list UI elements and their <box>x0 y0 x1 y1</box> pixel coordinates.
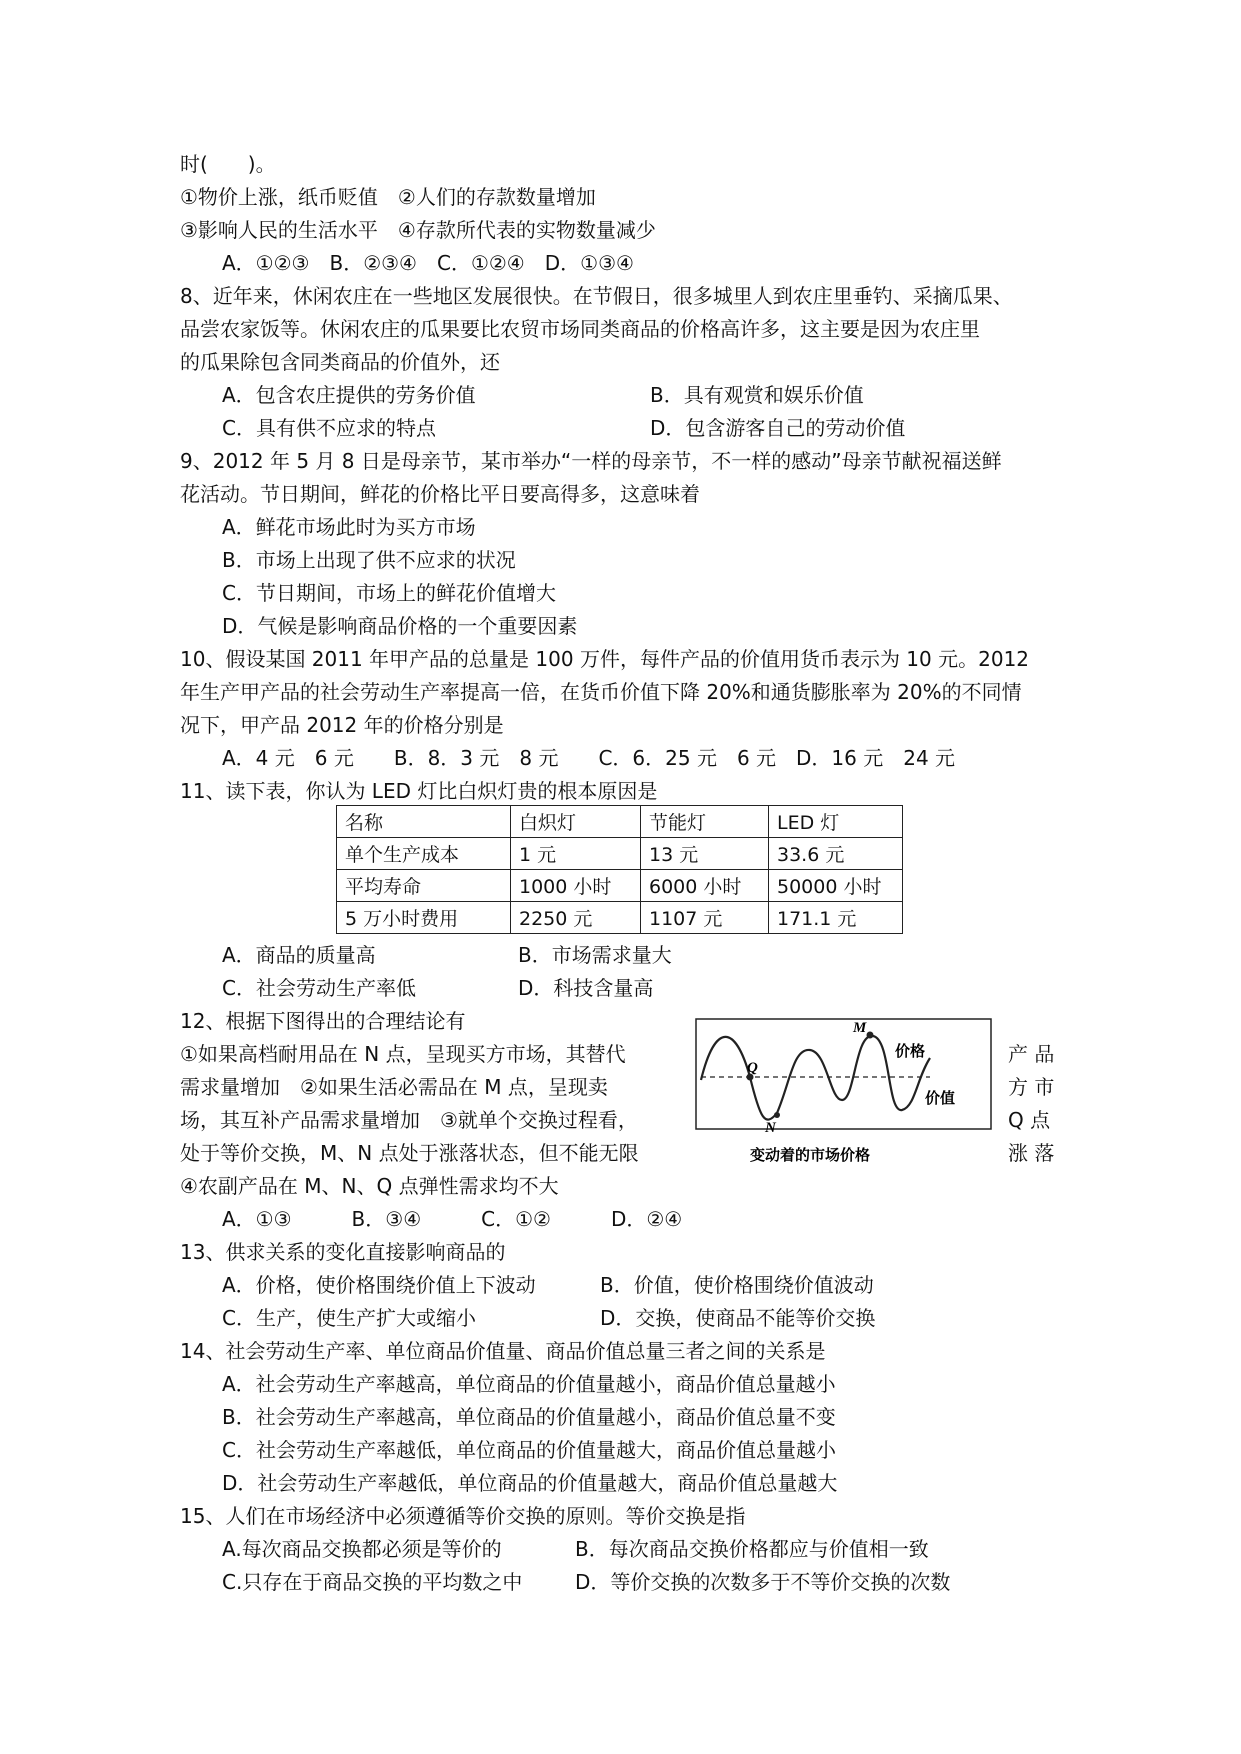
q9-stem-line-2: 花活动。节日期间，鲜花的价格比平日要高得多，这意味着 <box>180 482 700 506</box>
table-cell: 1107 元 <box>641 902 769 934</box>
table-cell: 50000 小时 <box>769 870 903 902</box>
table-cell: 2250 元 <box>511 902 641 934</box>
q8-option-c: C．具有供不应求的特点 <box>222 416 436 440</box>
q13-stem: 13、供求关系的变化直接影响商品的 <box>180 1240 506 1264</box>
q13-option-b: B．价值，使价格围绕价值波动 <box>600 1273 874 1297</box>
label-q: Q <box>747 1060 758 1076</box>
table-cell: 1 元 <box>511 838 641 870</box>
q8-option-b: B．具有观赏和娱乐价值 <box>650 383 864 407</box>
table-cell: 单个生产成本 <box>337 838 511 870</box>
q15-option-d: D．等价交换的次数多于不等价交换的次数 <box>575 1570 951 1594</box>
q15-option-a: A.每次商品交换都必须是等价的 <box>222 1537 502 1561</box>
q7-continuation: 时( )。 <box>180 152 276 176</box>
q11-option-a: A．商品的质量高 <box>222 943 376 967</box>
table-header-cell: 白炽灯 <box>511 806 641 838</box>
q13-option-d: D．交换，使商品不能等价交换 <box>600 1306 876 1330</box>
q12-stem: 12、根据下图得出的合理结论有 <box>180 1009 466 1033</box>
table-header-cell: 节能灯 <box>641 806 769 838</box>
q14-option-a: A．社会劳动生产率越高，单位商品的价值量越小，商品价值总量越小 <box>222 1372 836 1396</box>
q12-text-line-1: ①如果高档耐用品在 N 点，呈现买方市场，其替代 <box>180 1042 626 1066</box>
q8-option-a: A．包含农庄提供的劳务价值 <box>222 383 476 407</box>
q10-choices: A．4 元 6 元 B．8．3 元 8 元 C．6．25 元 6 元 D．16 元 24 元 <box>222 746 956 770</box>
q12-text-line-1-end: 产 品 <box>1008 1042 1055 1066</box>
q15-stem: 15、人们在市场经济中必须遵循等价交换的原则。等价交换是指 <box>180 1504 746 1528</box>
q12-text-line-5: ④农副产品在 M、N、Q 点弹性需求均不大 <box>180 1174 559 1198</box>
figure-caption: 变动着的市场价格 <box>750 1146 871 1164</box>
q12-choices: A．①③ B．③④ C．①② D．②④ <box>222 1207 683 1231</box>
point-m <box>867 1032 874 1039</box>
q12-text-line-3: 场，其互补产品需求量增加 ③就单个交换过程看， <box>180 1108 638 1132</box>
table-header-row <box>337 806 903 838</box>
q14-option-c: C．社会劳动生产率越低，单位商品的价值量越大，商品价值总量越小 <box>222 1438 836 1462</box>
q11-option-c: C．社会劳动生产率低 <box>222 976 416 1000</box>
q10-stem-line-1: 10、假设某国 2011 年甲产品的总量是 100 万件，每件产品的价值用货币表示为 10 元。2012 <box>180 647 1030 671</box>
q9-option-d: D．气候是影响商品价格的一个重要因素 <box>222 614 578 638</box>
q12-text-line-2: 需求量增加 ②如果生活必需品在 M 点，呈现卖 <box>180 1075 608 1099</box>
q7-choices: A．①②③ B．②③④ C．①②④ D．①③④ <box>222 251 634 275</box>
q10-stem-line-3: 况下，甲产品 2012 年的价格分别是 <box>180 713 504 737</box>
price-value-diagram <box>695 1018 992 1168</box>
q11-option-b: B．市场需求量大 <box>518 943 672 967</box>
q8-stem-line-2: 品尝农家饭等。休闲农庄的瓜果要比农贸市场同类商品的价格高许多，这主要是因为农庄里 <box>180 317 980 341</box>
q14-option-d: D．社会劳动生产率越低，单位商品的价值量越大，商品价值总量越大 <box>222 1471 838 1495</box>
figure-frame <box>696 1019 991 1129</box>
label-price: 价格 <box>895 1042 926 1060</box>
table-header-cell: LED 灯 <box>769 806 903 838</box>
lamp-comparison-table <box>336 805 903 934</box>
table-cell: 6000 小时 <box>641 870 769 902</box>
q9-option-b: B．市场上出现了供不应求的状况 <box>222 548 516 572</box>
table-header-cell: 名称 <box>337 806 511 838</box>
table-row <box>337 838 903 870</box>
q15-option-c: C.只存在于商品交换的平均数之中 <box>222 1570 523 1594</box>
q14-option-b: B．社会劳动生产率越高，单位商品的价值量越小，商品价值总量不变 <box>222 1405 836 1429</box>
table-row <box>337 902 903 934</box>
q12-text-line-2-end: 方 市 <box>1008 1075 1055 1099</box>
label-m: M <box>853 1020 867 1036</box>
label-value: 价值 <box>925 1089 956 1107</box>
q9-option-a: A．鲜花市场此时为买方市场 <box>222 515 476 539</box>
q14-stem: 14、社会劳动生产率、单位商品价值量、商品价值总量三者之间的关系是 <box>180 1339 826 1363</box>
table-row <box>337 870 903 902</box>
label-n: N <box>765 1120 776 1136</box>
table-cell: 平均寿命 <box>337 870 511 902</box>
table-cell: 13 元 <box>641 838 769 870</box>
table-cell: 33.6 元 <box>769 838 903 870</box>
q7-statements-3-4: ③影响人民的生活水平 ④存款所代表的实物数量减少 <box>180 218 656 242</box>
table-cell: 171.1 元 <box>769 902 903 934</box>
q10-stem-line-2: 年生产甲产品的社会劳动生产率提高一倍，在货币价值下降 20%和通货膨胀率为 20%的不同情 <box>180 680 1022 704</box>
q7-statements-1-2: ①物价上涨，纸币贬值 ②人们的存款数量增加 <box>180 185 596 209</box>
q15-option-b: B．每次商品交换价格都应与价值相一致 <box>575 1537 929 1561</box>
table-cell: 1000 小时 <box>511 870 641 902</box>
market-price-figure <box>695 1018 992 1168</box>
table-cell: 5 万小时费用 <box>337 902 511 934</box>
q11-option-d: D．科技含量高 <box>518 976 654 1000</box>
q8-stem-line-3: 的瓜果除包含同类商品的价值外，还 <box>180 350 500 374</box>
q12-text-line-4: 处于等价交换，M、N 点处于涨落状态，但不能无限 <box>180 1141 639 1165</box>
q8-option-d: D．包含游客自己的劳动价值 <box>650 416 906 440</box>
point-n <box>774 1112 780 1118</box>
q9-stem-line-1: 9、2012 年 5 月 8 日是母亲节，某市举办“一样的母亲节，不一样的感动”母亲节献祝福送鲜 <box>180 449 1002 473</box>
q8-stem-line-1: 8、近年来，休闲农庄在一些地区发展很快。在节假日，很多城里人到农庄里垂钓、采摘瓜果、 <box>180 284 1013 308</box>
q9-option-c: C．节日期间，市场上的鲜花价值增大 <box>222 581 556 605</box>
q13-option-a: A．价格，使价格围绕价值上下波动 <box>222 1273 536 1297</box>
q13-option-c: C．生产，使生产扩大或缩小 <box>222 1306 476 1330</box>
q12-text-line-4-end: 涨 落 <box>1008 1141 1055 1165</box>
q12-text-line-3-end: Q 点 <box>1008 1108 1051 1132</box>
q11-stem: 11、读下表，你认为 LED 灯比白炽灯贵的根本原因是 <box>180 779 658 803</box>
